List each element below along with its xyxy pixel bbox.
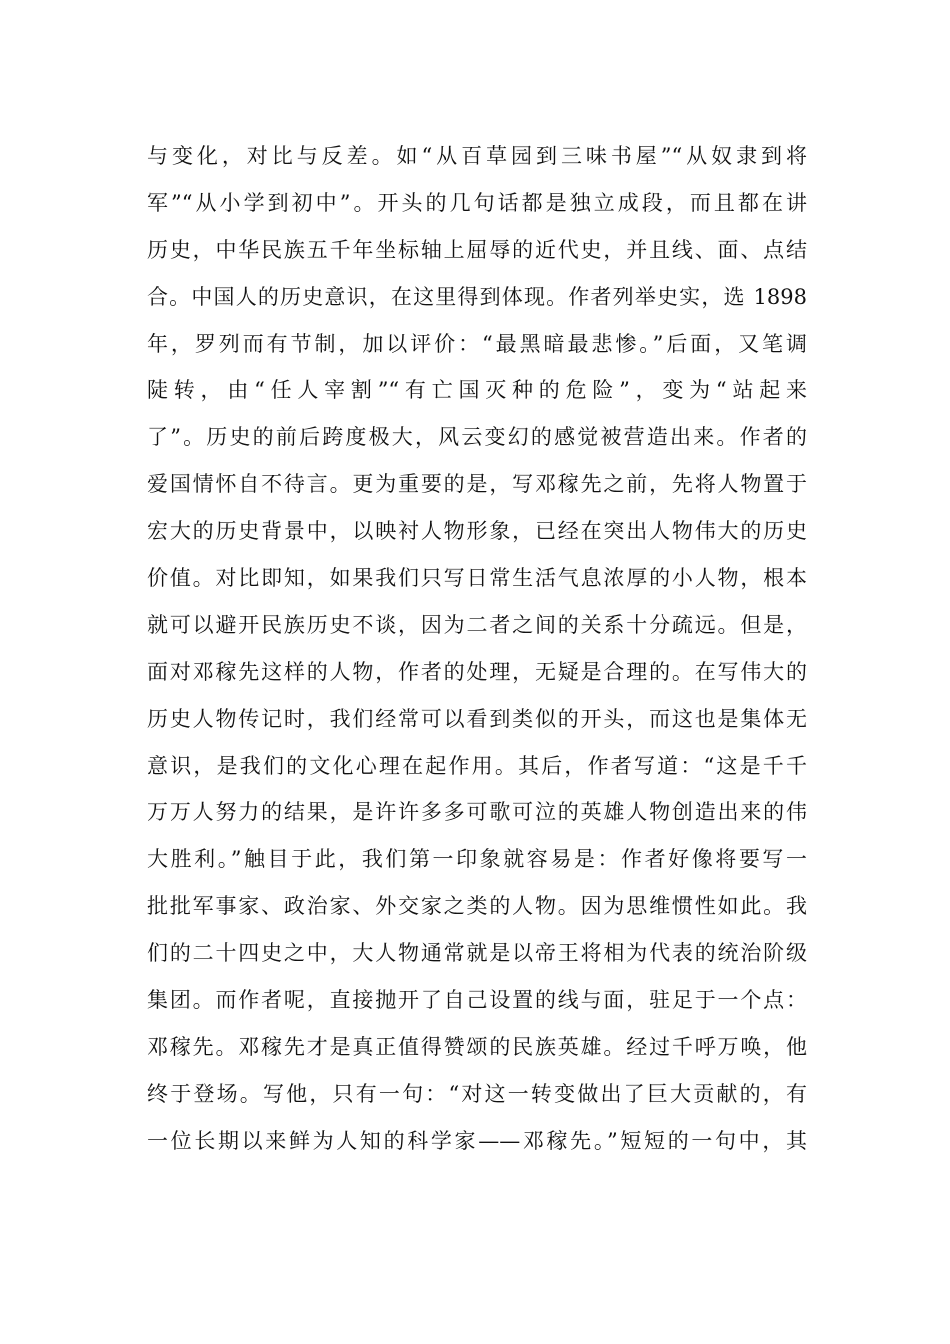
- text-line: 万万人努力的结果，是许许多多可歌可泣的英雄人物创造出来的伟: [147, 800, 807, 825]
- text-line: 军”“从小学到初中”。开头的几句话都是独立成段，而且都在讲: [147, 190, 807, 215]
- text-line: 一位长期以来鲜为人知的科学家——邓稼先。”短短的一句中，其: [147, 1128, 807, 1153]
- text-line: 年，罗列而有节制，加以评价：“最黑暗最悲惨。”后面，又笔调: [147, 331, 807, 356]
- text-line: 就可以避开民族历史不谈，因为二者之间的关系十分疏远。但是，: [147, 612, 807, 637]
- body-paragraph: [147, 133, 807, 1165]
- text-line: 爱国情怀自不待言。更为重要的是，写邓稼先之前，先将人物置于: [147, 472, 807, 497]
- text-line: 陡转，由“任人宰割”“有亡国灭种的危险”，变为“站起来: [147, 378, 807, 403]
- text-line: 集团。而作者呢，直接抛开了自己设置的线与面，驻足于一个点：: [147, 988, 807, 1013]
- text-line: 合。中国人的历史意识，在这里得到体现。作者列举史实，选 1898: [147, 284, 807, 309]
- text-line: 了”。历史的前后跨度极大，风云变幻的感觉被营造出来。作者的: [147, 425, 807, 450]
- text-line: 大胜利。”触目于此，我们第一印象就容易是：作者好像将要写一: [147, 847, 807, 872]
- text-line: 终于登场。写他，只有一句：“对这一转变做出了巨大贡献的，有: [147, 1081, 807, 1106]
- text-line: 历史，中华民族五千年坐标轴上屈辱的近代史，并且线、面、点结: [147, 237, 807, 262]
- text-line: 价值。对比即知，如果我们只写日常生活气息浓厚的小人物，根本: [147, 566, 807, 591]
- text-line: 历史人物传记时，我们经常可以看到类似的开头，而这也是集体无: [147, 706, 807, 731]
- text-line: 批批军事家、政治家、外交家之类的人物。因为思维惯性如此。我: [147, 894, 807, 919]
- text-line: 与变化，对比与反差。如“从百草园到三味书屋”“从奴隶到将: [147, 144, 807, 168]
- text-line: 意识，是我们的文化心理在起作用。其后，作者写道：“这是千千: [147, 753, 807, 778]
- text-line: 们的二十四史之中，大人物通常就是以帝王将相为代表的统治阶级: [147, 941, 807, 966]
- text-line: 面对邓稼先这样的人物，作者的处理，无疑是合理的。在写伟大的: [147, 659, 807, 684]
- text-line: 宏大的历史背景中，以映衬人物形象，已经在突出人物伟大的历史: [147, 519, 807, 544]
- text-line: 邓稼先。邓稼先才是真正值得赞颂的民族英雄。经过千呼万唤，他: [147, 1034, 807, 1059]
